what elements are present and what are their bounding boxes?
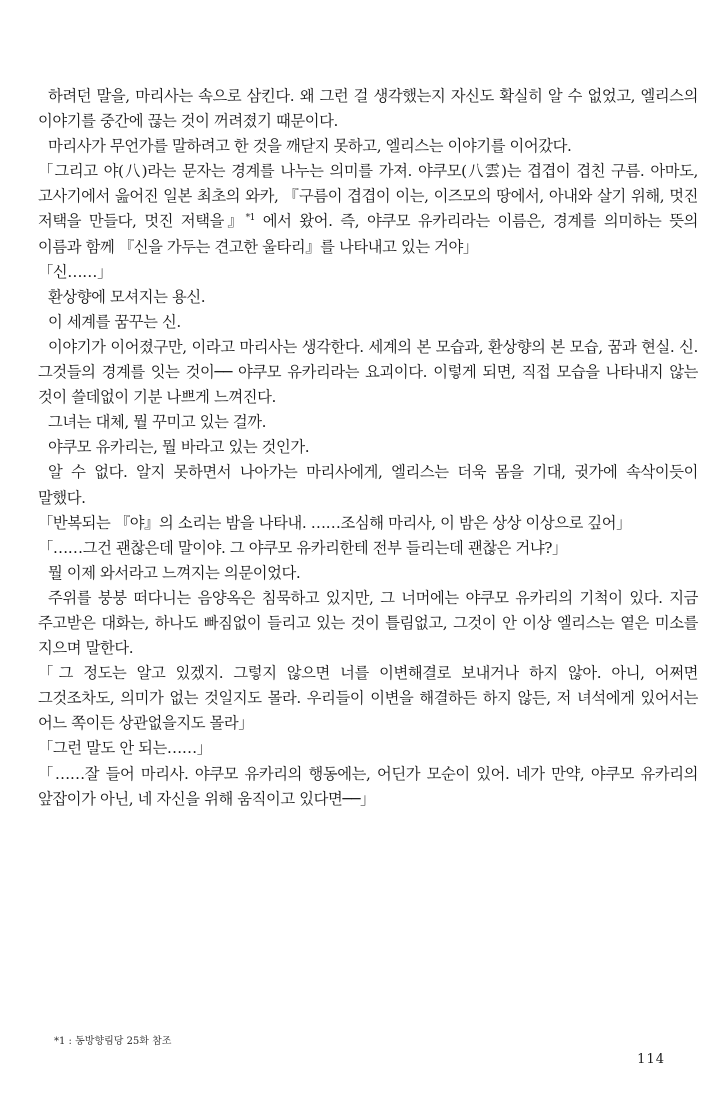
paragraph: 「반복되는 『야』의 소리는 밤을 나타내. ……조심해 마리사, 이 밤은 상상 이상으로 깊어」: [38, 513, 632, 532]
paragraph-text: 「그리고 야(八)라는 문자는 경계를 나누는 의미를 가져. 야쿠모(八雲)는 겹겹이 겹친 구름. 아마도, 고사기에서 읊어진 일본 최초의 와카, 『구름이 겹겹이 이는, 이즈모의 땅에서, 아내와 살기 위해, 멋진 저택을 만들다, 멋진 저택을』: [38, 162, 698, 231]
paragraph: 환상향에 모셔지는 용신.: [48, 287, 206, 306]
page-number: 114: [637, 1052, 665, 1067]
paragraph: 그녀는 대체, 뭘 꾸미고 있는 걸까.: [48, 413, 267, 432]
paragraph: 이야기가 이어졌구만, 이라고 마리사는 생각한다. 세계의 본 모습과, 환상향의 본 모습, 꿈과 현실. 신. 그것들의 경계를 잇는 것이── 야쿠모 유카리라는 요괴이다. 이렇게 되면, 직접 모습을 나타내지 않는 것이 쓸데없이 기분 나쁘게 느껴진다.: [38, 337, 698, 407]
paragraph: 마리사가 무언가를 말하려고 한 것을 깨닫지 못하고, 엘리스는 이야기를 이어갔다.: [48, 137, 572, 156]
paragraph: 하려던 말을, 마리사는 속으로 삼킨다. 왜 그런 걸 생각했는지 자신도 확실히 알 수 없었고, 엘리스의 이야기를 중간에 끊는 것이 꺼려졌기 때문이다.: [38, 87, 698, 131]
paragraph: 이 세계를 꿈꾸는 신.: [48, 312, 181, 331]
footnote: *1 : 동방향림당 25화 참조: [54, 1036, 172, 1047]
paragraph: 주위를 붕붕 떠다니는 음양옥은 침묵하고 있지만, 그 너머에는 야쿠모 유카리의 기척이 있다. 지금 주고받은 대화는, 하나도 빠짐없이 들리고 있는 것이 틀림없고, 그것이 안 이상 엘리스는 옅은 미소를 지으며 말한다.: [38, 588, 698, 658]
paragraph: 「그런 말도 안 되는……」: [38, 739, 212, 758]
paragraph: 「……그건 괜찮은데 말이야. 그 야쿠모 유카리한테 전부 들리는데 괜찮은 거냐?」: [38, 538, 567, 557]
paragraph: 「……잘 들어 마리사. 야쿠모 유카리의 행동에는, 어딘가 모순이 있어. 네가 만약, 야쿠모 유카리의 앞잡이가 아닌, 네 자신을 위해 움직이고 있다면──」: [38, 764, 698, 808]
paragraph: 「신……」: [38, 262, 112, 281]
paragraph: 뭘 이제 와서라고 느껴지는 의문이었다.: [48, 563, 301, 582]
paragraph: 알 수 없다. 알지 못하면서 나아가는 마리사에게, 엘리스는 더욱 몸을 기대, 귓가에 속삭이듯이 말했다.: [38, 463, 698, 507]
paragraph-text-continued: 에서 왔어. 즉, 야쿠모 유카리라는 이름은, 경계를 의미하는 뜻의 이름과 함께 『신을 가두는 견고한 울타리』를 나타내고 있는 거야」: [38, 212, 698, 256]
paragraph: 야쿠모 유카리는, 뭘 바라고 있는 것인가.: [48, 438, 310, 457]
paragraph: [38, 159, 698, 259]
paragraph: 「그 정도는 알고 있겠지. 그렇지 않으면 너를 이변해결로 보내거나 하지 않아. 아니, 어쩌면 그것조차도, 의미가 없는 것일지도 몰라. 우리들이 이변을 해결하든 하지 않든, 저 녀석에게 있어서는 어느 쪽이든 상관없을지도 몰라」: [38, 664, 698, 733]
footnote-marker: *1: [245, 213, 255, 224]
body-text: [38, 84, 698, 812]
